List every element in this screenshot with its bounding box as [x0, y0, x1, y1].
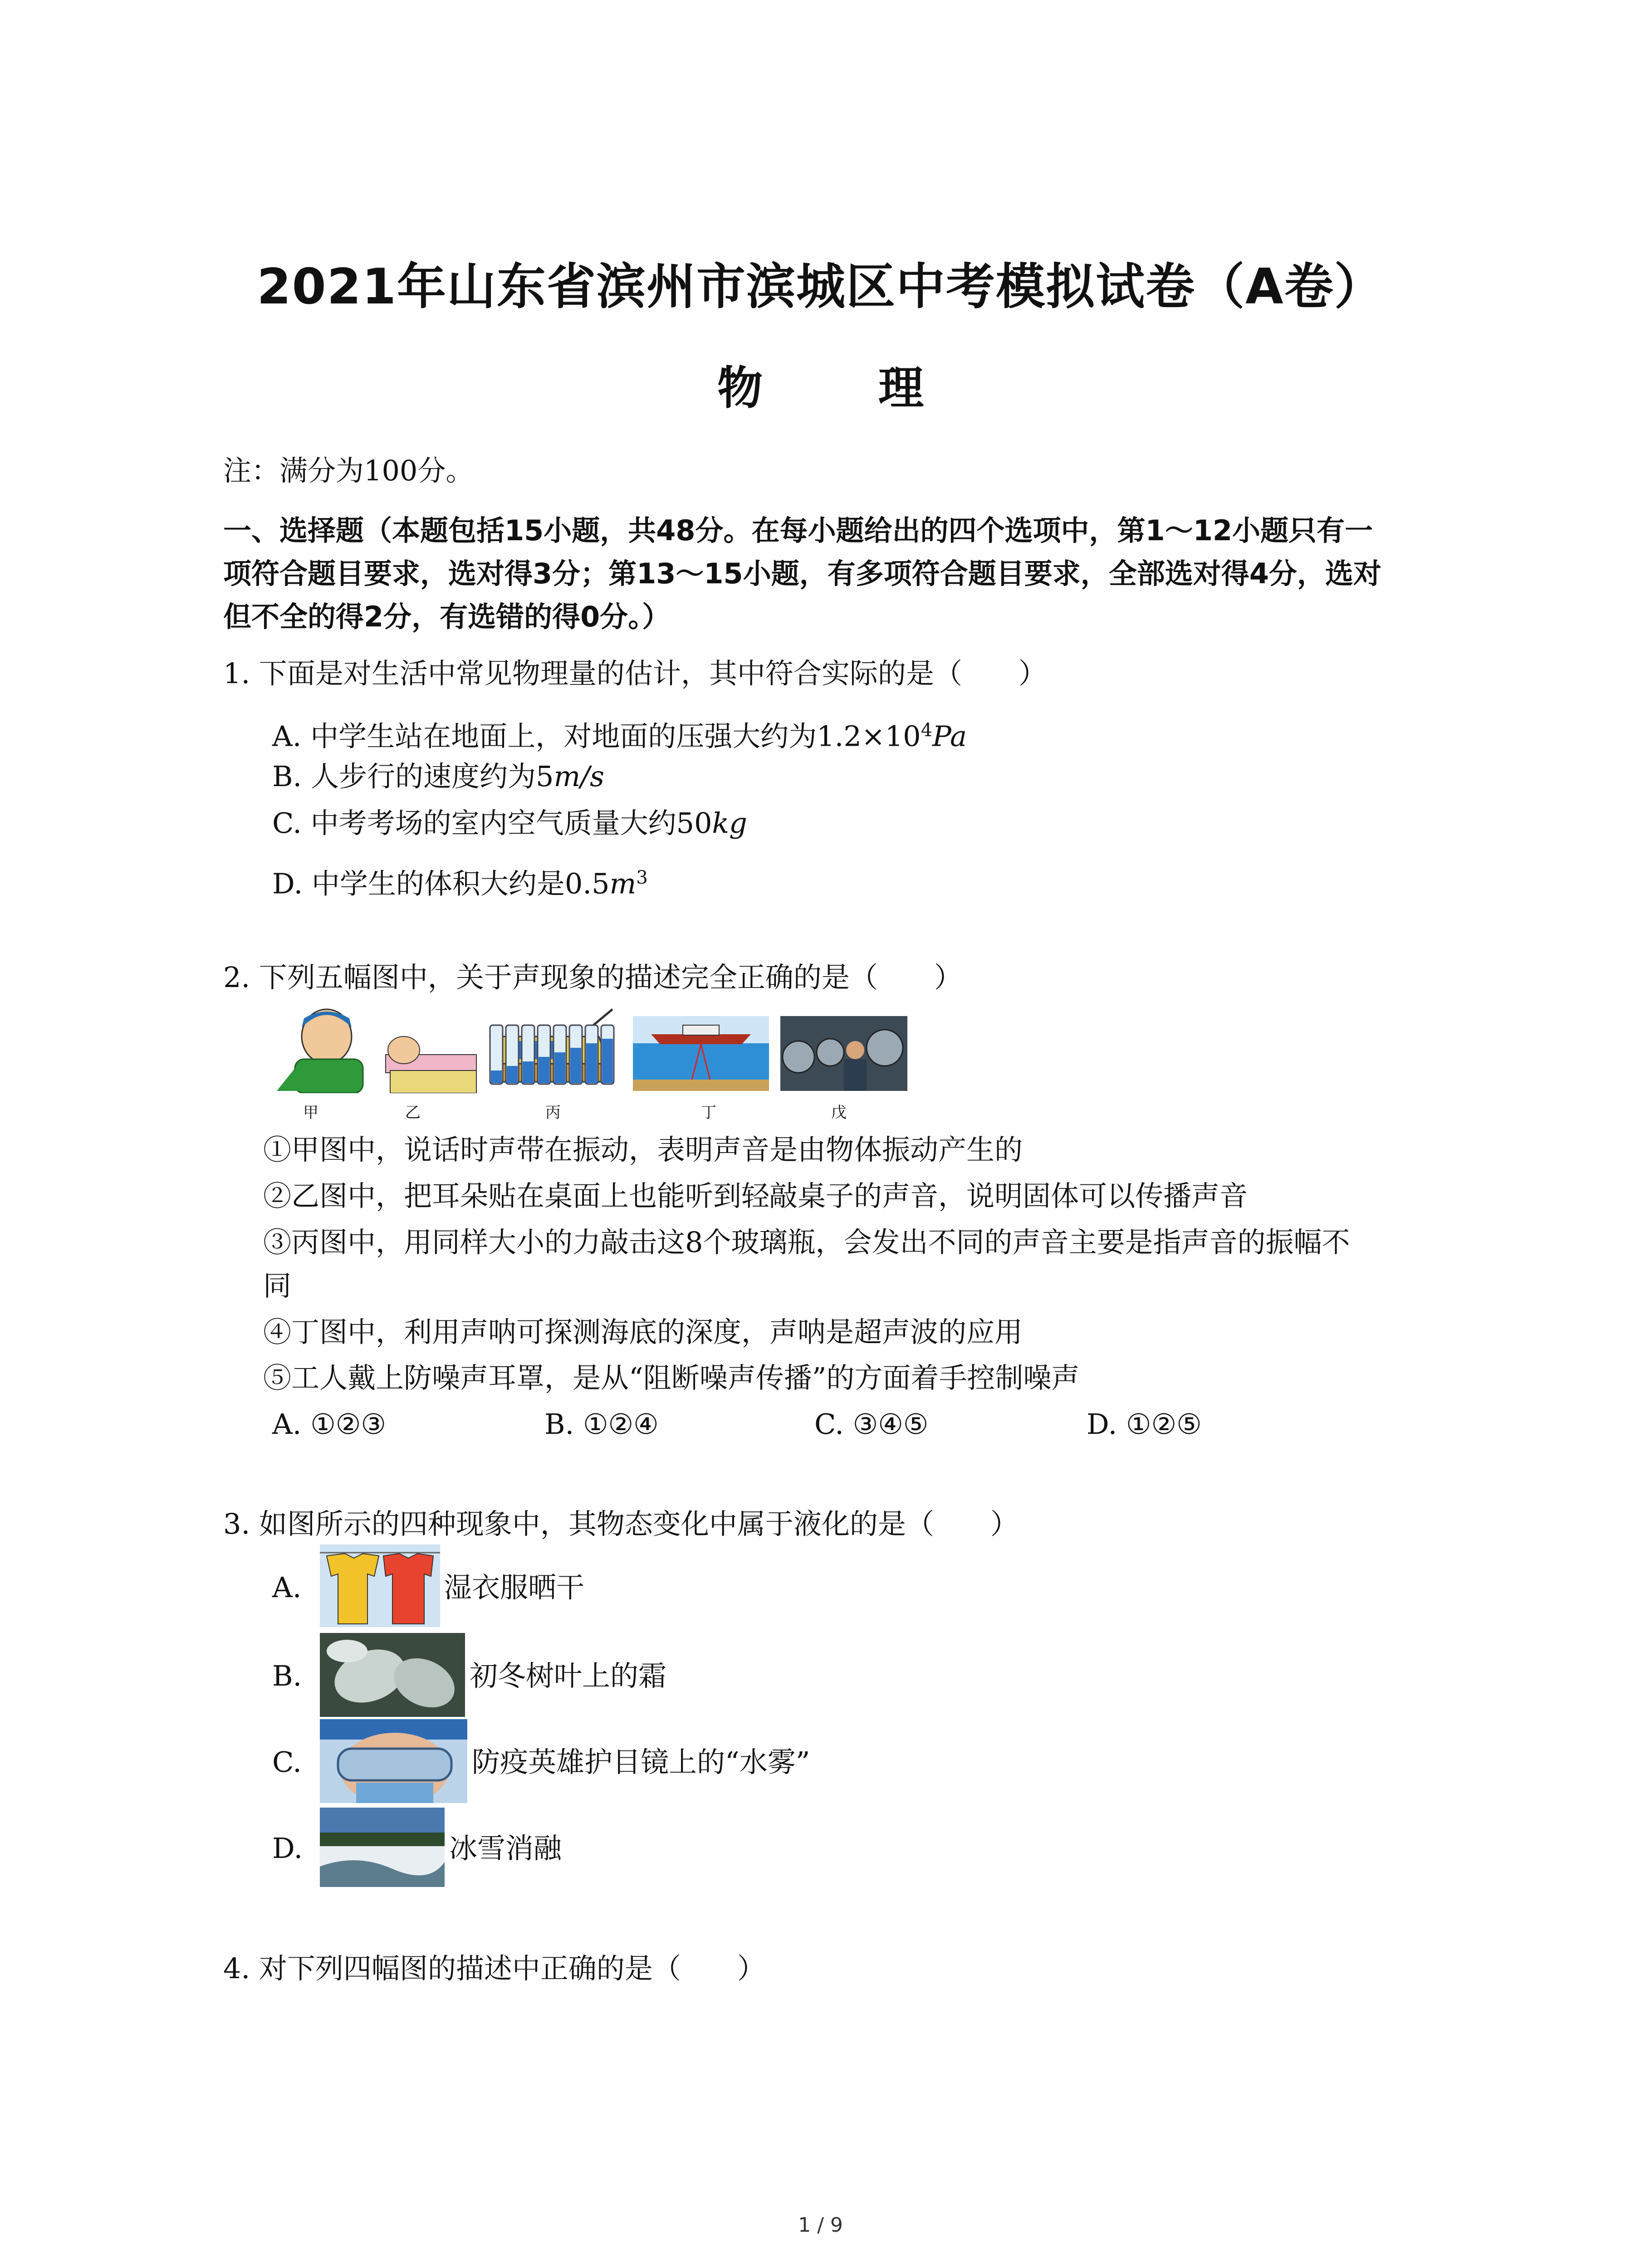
caption-ding: 丁 — [701, 1104, 716, 1122]
question-2-statement-3a: ③丙图中，用同样大小的力敲击这8个玻璃瓶，会发出不同的声音主要是指声音的振幅不 — [263, 1226, 1350, 1259]
option-b-text: B. 人步行的速度约为5 — [272, 760, 554, 793]
option-b-unit: m/s — [554, 760, 604, 793]
question-1-option-b — [272, 758, 604, 795]
option-a-unit: Pa — [932, 719, 967, 753]
caption-bing: 丙 — [545, 1104, 561, 1122]
question-2-option-c: C. ③④⑤ — [814, 1408, 929, 1441]
image-frost-leaves — [320, 1633, 465, 1717]
question-1-option-c — [272, 805, 747, 841]
question-2-statement-2: ②乙图中，把耳朵贴在桌面上也能听到轻敲桌子的声音，说明固体可以传播声音 — [263, 1179, 1248, 1212]
question-3-letter-a: A. — [272, 1571, 302, 1604]
image-melting-snow — [320, 1808, 445, 1887]
question-3-label-d: 冰雪消融 — [449, 1832, 562, 1865]
question-2-statement-1: ①甲图中，说话时声带在振动，表明声音是由物体振动产生的 — [263, 1133, 1023, 1166]
question-3-stem: 3. 如图所示的四种现象中，其物态变化中属于液化的是（ ） — [223, 1507, 1019, 1540]
option-d-unit: m — [609, 867, 637, 900]
caption-wu: 戊 — [831, 1104, 847, 1122]
figure-ding-sonar-ship — [633, 1016, 769, 1091]
page-number: 1 / 9 — [798, 2214, 843, 2237]
option-a-exponent: 4 — [921, 720, 933, 741]
caption-jia: 甲 — [303, 1104, 318, 1122]
question-3-label-b: 初冬树叶上的霜 — [470, 1659, 667, 1692]
question-1-stem: 1. 下面是对生活中常见物理量的估计，其中符合实际的是（ ） — [223, 657, 1047, 690]
question-3-letter-d: D. — [272, 1832, 303, 1865]
question-2-option-d: D. ①②⑤ — [1087, 1408, 1202, 1441]
image-goggles-fog — [320, 1719, 467, 1803]
question-2-statement-5: ⑤工人戴上防噪声耳罩，是从“阻断噪声传播”的方面着手控制噪声 — [263, 1361, 1080, 1394]
question-3-letter-b: B. — [272, 1659, 302, 1692]
section-instruction-line-2: 项符合题目要求，选对得3分；第13～15小题，有多项符合题目要求，全部选对得4分，选对 — [223, 557, 1381, 590]
option-a-text: A. 中学生站在地面上，对地面的压强大约为1.2×10 — [272, 719, 921, 753]
exam-title: 2021年山东省滨州市滨城区中考模拟试卷（A卷） — [257, 259, 1384, 315]
question-3-label-a: 湿衣服晒干 — [444, 1571, 585, 1604]
question-2-option-b: B. ①②④ — [544, 1408, 659, 1441]
question-2-stem: 2. 下列五幅图中，关于声现象的描述完全正确的是（ ） — [223, 961, 962, 994]
option-d-text: D. 中学生的体积大约是0.5 — [272, 867, 610, 900]
question-2-option-a: A. ①②③ — [272, 1408, 386, 1441]
section-instruction-line-3: 但不全的得2分，有选错的得0分。） — [223, 600, 671, 633]
question-2-statement-3b: 同 — [263, 1269, 292, 1302]
image-wet-clothes — [320, 1545, 440, 1627]
subject-title: 物 理 — [717, 362, 974, 415]
figure-bing-bottles — [485, 1021, 622, 1089]
question-4-stem: 4. 对下列四幅图的描述中正确的是（ ） — [223, 1952, 765, 1985]
question-1-option-a — [272, 712, 967, 755]
figure-jia-speaking-boy — [268, 1005, 481, 1093]
figure-wu-worker — [780, 1016, 907, 1091]
question-1-option-d — [272, 860, 648, 902]
option-c-text: C. 中考考场的室内空气质量大约50 — [272, 807, 712, 840]
question-3-label-c: 防疫英雄护目镜上的“水雾” — [472, 1745, 810, 1779]
option-d-exponent: 3 — [636, 867, 648, 888]
score-note: 注：满分为100分。 — [223, 454, 474, 487]
question-3-letter-c: C. — [272, 1745, 302, 1779]
section-instruction-line-1: 一、选择题（本题包括15小题，共48分。在每小题给出的四个选项中，第1～12小题只有一 — [223, 514, 1373, 547]
option-c-unit: kg — [712, 807, 747, 840]
caption-yi: 乙 — [405, 1104, 421, 1122]
question-2-statement-4: ④丁图中，利用声呐可探测海底的深度，声呐是超声波的应用 — [263, 1315, 1023, 1349]
